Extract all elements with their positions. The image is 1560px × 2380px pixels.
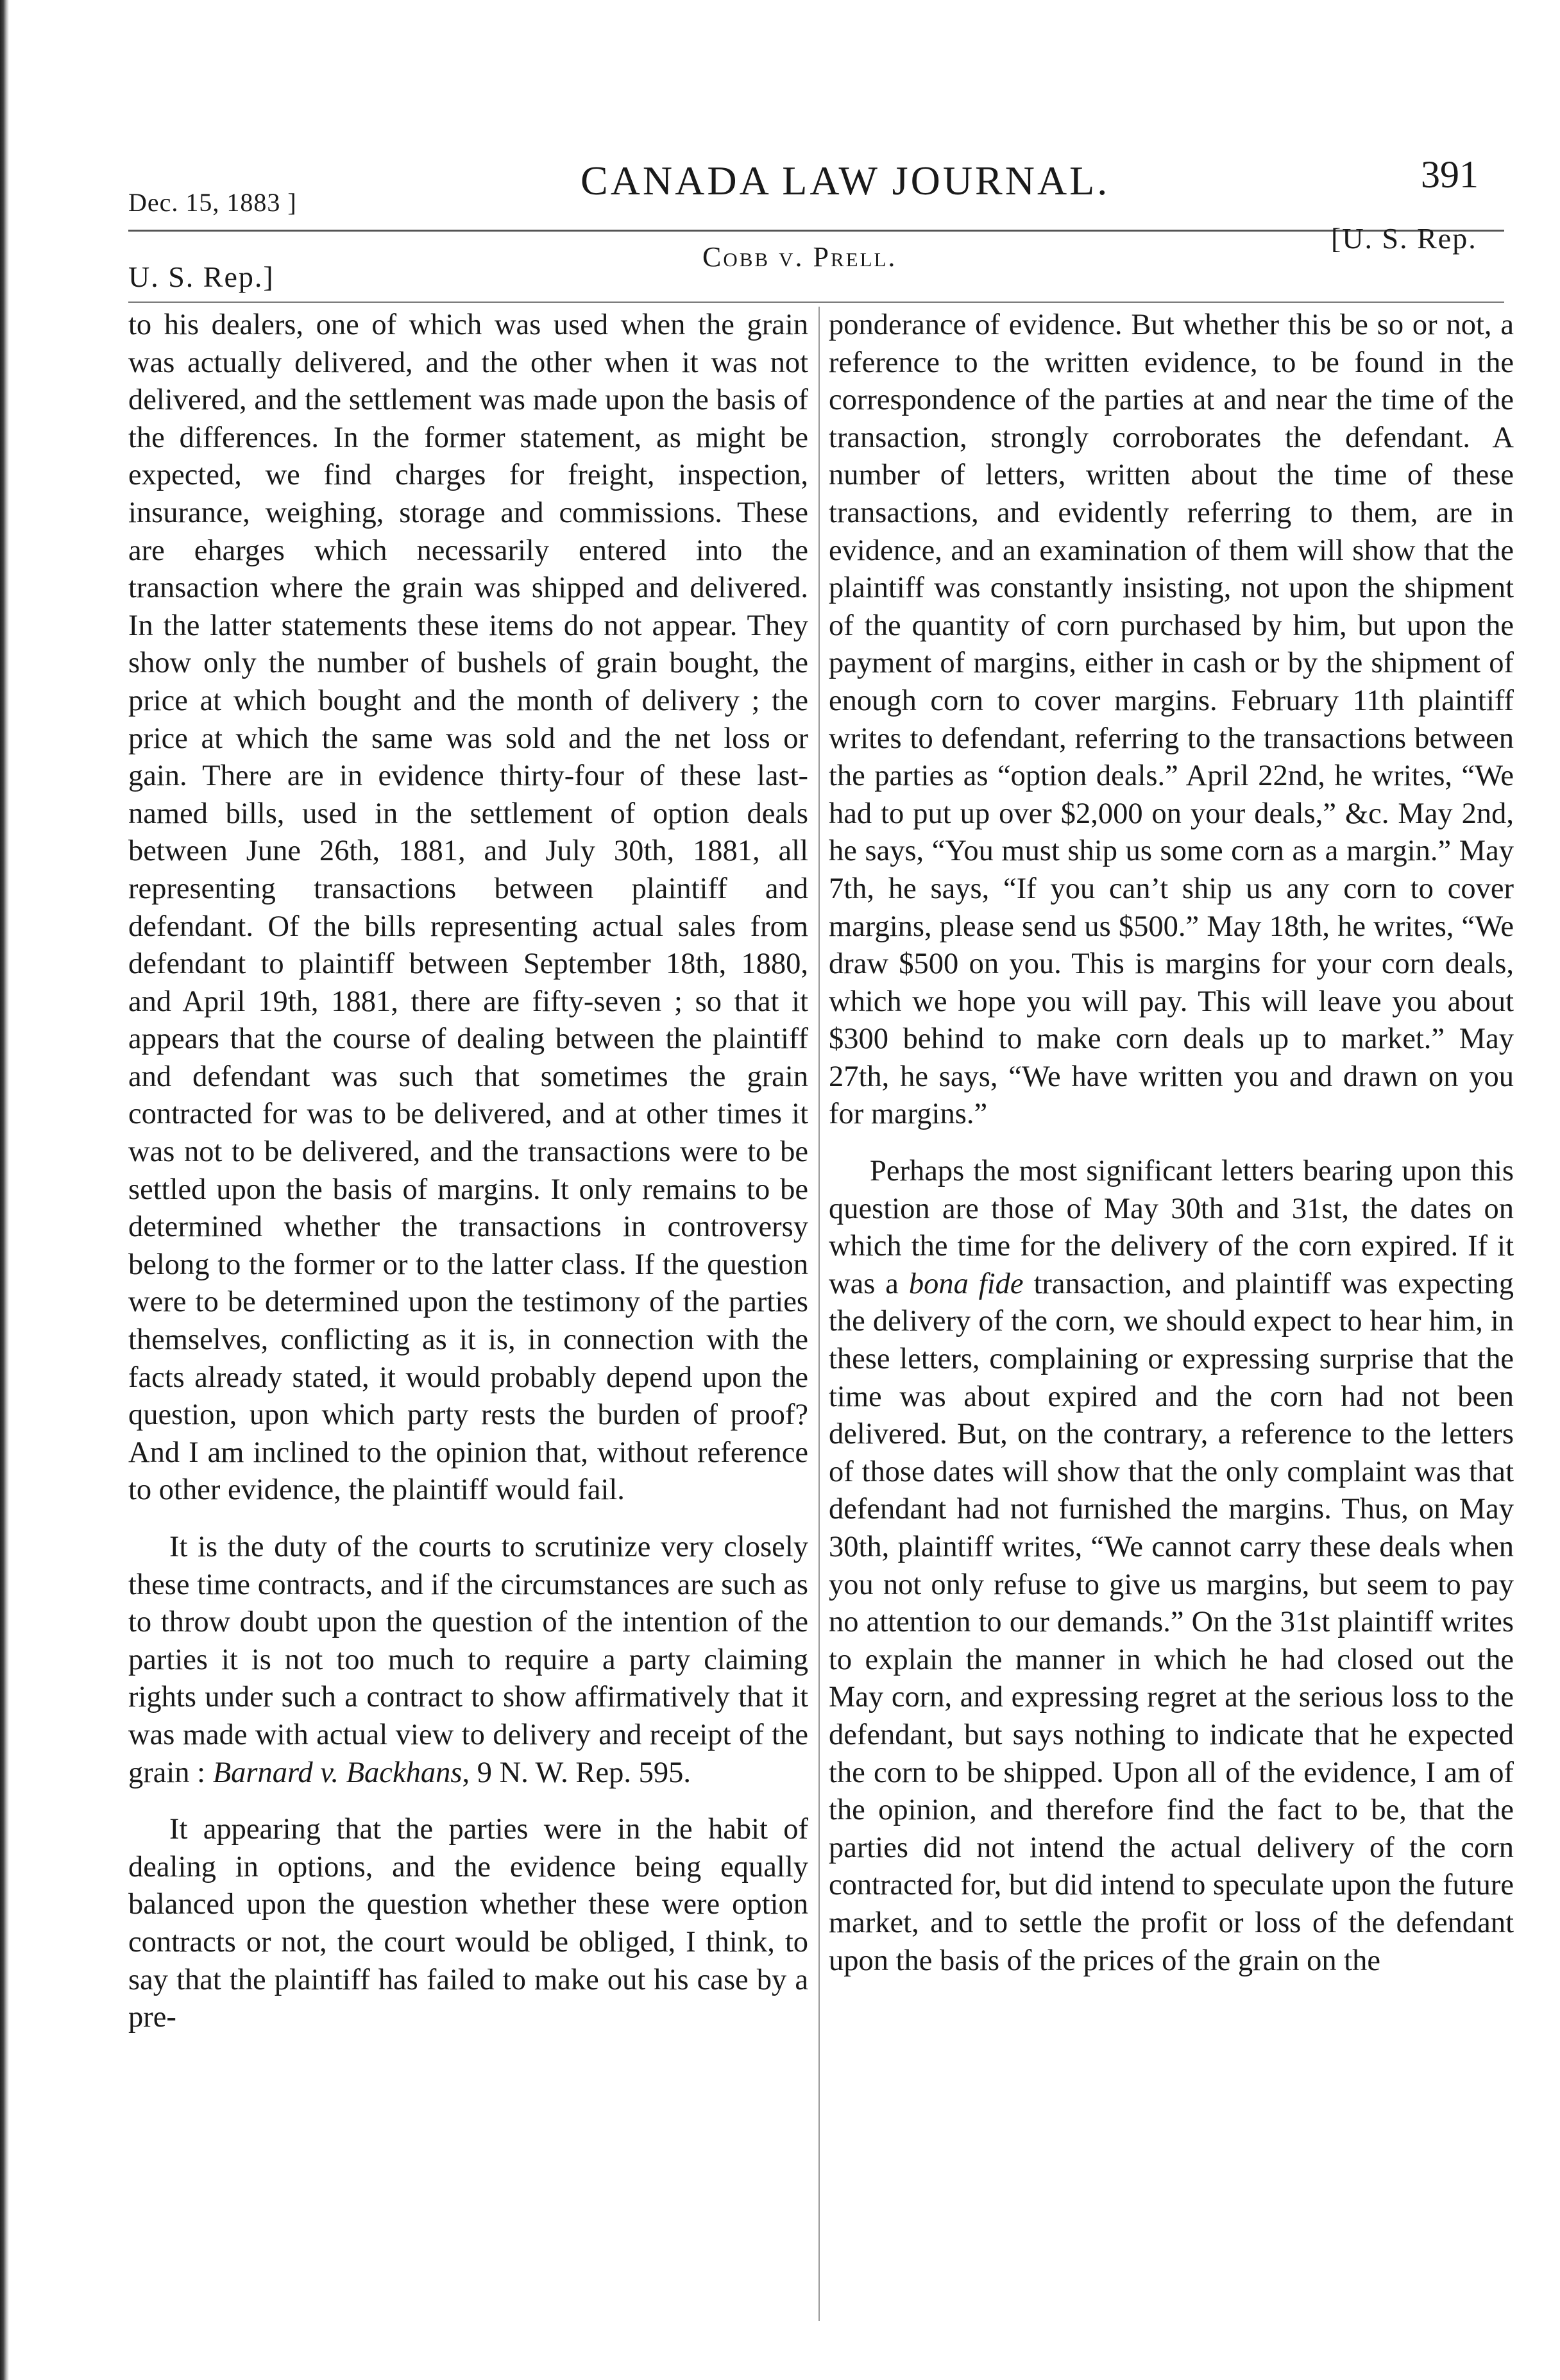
issue-date: Dec. 15, 1883 ] <box>128 188 297 217</box>
right-paragraph-2-tail: transaction, and plaintiff was expecting the delivery of the corn, we should expect to hear him, in these letters, complaining or expressing surprise that the time was about expired and the corn had not been delivered. But, on the contrary, a reference to the letters of those dates will show that the only complaint was that defendant had not furnished the margins. Thus, on May 30th, plaintiff writes, “We cannot carry these deals when you not only refuse to give us margins, but seem to pay no attention to our demands.” On the 31st plaintiff writes to explain the manner in which he had closed out the May corn, and expressing regret at the serious loss to the defendant, but says nothing to indicate that he expected the corn to be shipped. Upon all of the evidence, I am of the opinion, and therefore find the fact to be, that the parties did not intend the actual delivery of the corn contracted for, but did intend to speculate upon the future market, and to settle the profit or loss of the defendant upon the basis of the prices of the grain on the <box>829 1267 1514 1977</box>
left-paragraph-2-tail: , 9 N. W. Rep. 595. <box>462 1756 691 1789</box>
left-column <box>128 307 808 2327</box>
left-paragraph-2-text: It is the duty of the courts to scrutinize very closely these time contracts, and if the circumstances are such as to throw doubt upon the question of the intention of the parties it is not too much to require a party claiming rights under such a contract to show affirmatively that it was made with actual view to delivery and receipt of the grain : <box>128 1531 808 1789</box>
header-rule <box>128 230 1504 232</box>
left-paragraph-3: It appearing that the parties were in the habit of dealing in options, and the evidence being equally balanced upon the question whether these were option contracts or not, the court would be obliged, I think, to say that the plaintiff has failed to make out his case by a pre- <box>128 1813 808 2034</box>
right-paragraph-2-text: Perhaps the most significant letters bearing upon this question are those of May 30th and 31st, the dates on which the time for the delivery of the corn expired. If it was a <box>829 1155 1514 1300</box>
left-paragraph-2 <box>128 1529 808 1792</box>
right-paragraph-1: ponderance of evidence. But whether this be so or not, a reference to the written evidence, to be found in the correspondence of the parties at and near the time of the transaction, strongly corroborates the defendant. A number of letters, written about the time of these transactions, and evidently referring to them, are in evidence, and an examination of them will show that the plaintiff was constantly insisting, not upon the shipment of the quantity of corn purchased by him, but upon the payment of margins, either in cash or by the shipment of enough corn to cover margins. February 11th plaintiff writes to defendant, referring to the transactions between the parties as “option deals.” April 22nd, he writes, “We had to put up over $2,000 on your deals,” &c. May 2nd, he says, “You must ship us some corn as a margin.” May 7th, he says, “If you can’t ship us any corn to cover margins, please send us $500.” May 18th, he writes, “We draw $500 on you. This is margins for your corn deals, which we hope you will pay. This will leave you about $300 behind to make corn deals up to market.” May 27th, he says, “We have written you and drawn on you for margins.” <box>829 309 1514 1131</box>
report-label-left: U. S. Rep.] <box>128 260 275 293</box>
report-label-right: [U. S. Rep. <box>1331 222 1477 255</box>
header-subrule <box>128 302 1504 303</box>
case-citation: Barnard v. Backhans <box>212 1756 462 1789</box>
case-title: Cobb v. Prell. <box>702 241 897 273</box>
page-binding-edge <box>0 0 9 2380</box>
right-paragraph-2 <box>829 1153 1514 1980</box>
journal-title: CANADA LAW JOURNAL. <box>581 158 1110 203</box>
running-header <box>0 0 1560 293</box>
latin-phrase: bona fide <box>908 1267 1024 1300</box>
left-paragraph-1: to his dealers, one of which was used when the grain was actually delivered, and the other when it was not delivered, and the settlement was made upon the basis of the differences. In the former statement, as might be expected, we find charges for freight, inspection, insurance, weighing, storage and commissions. These are eharges which necessarily entered into the transaction where the grain was shipped and delivered. In the latter statements these items do not appear. They show only the number of bushels of grain bought, the price at which bought and the month of delivery ; the price at which the same was sold and the net loss or gain. There are in evidence thirty-four of these last-named bills, used in the settlement of option deals between June 26th, 1881, and July 30th, 1881, all representing transactions between plaintiff and defendant. Of the bills representing actual sales from defendant to plaintiff between September 18th, 1880, and April 19th, 1881, there are fifty-seven ; so that it appears that the course of dealing between the plaintiff and defendant was such that sometimes the grain contracted for was to be delivered, and at other times it was not to be delivered, and the transactions were to be settled upon the basis of margins. It only remains to be determined whether the transactions in controversy belong to the former or to the latter class. If the question were to be determined upon the testimony of the parties themselves, conflicting as it is, in connection with the facts already stated, it would probably depend upon the question, upon which party rests the burden of proof? And I am inclined to the opinion that, without reference to other evidence, the plaintiff would fail. <box>128 309 808 1507</box>
right-column <box>829 307 1514 2327</box>
column-divider <box>818 307 820 2321</box>
page-number: 391 <box>1421 153 1479 196</box>
